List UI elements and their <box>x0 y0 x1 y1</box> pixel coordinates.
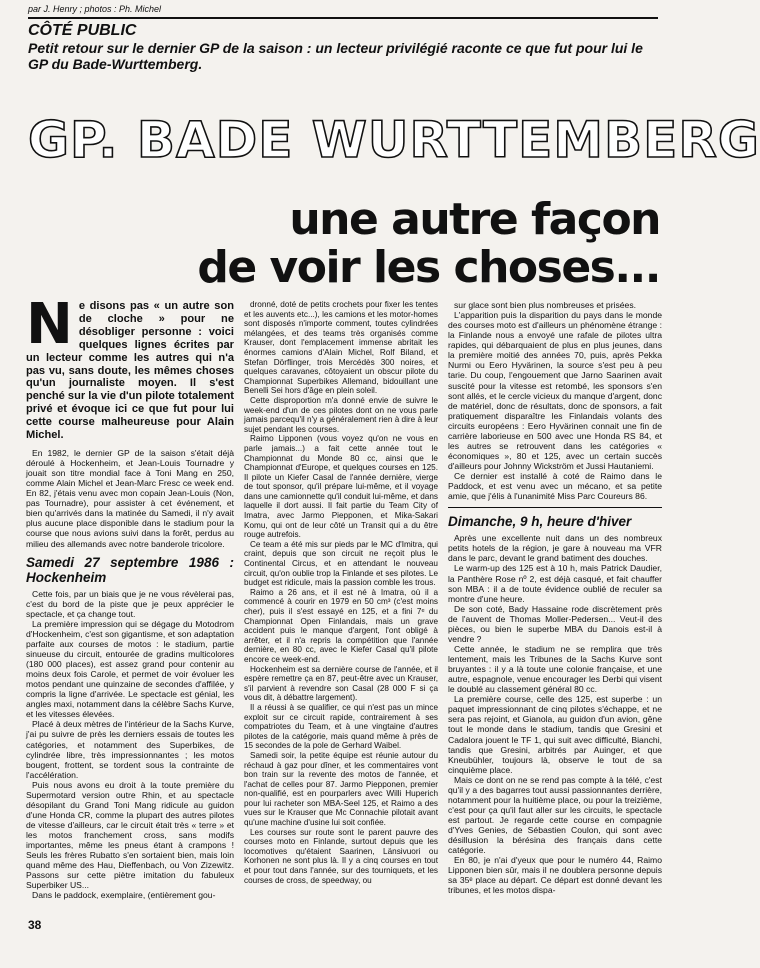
paragraph: Il a réussi à se qualifier, ce qui n'est pas un mince exploit sur ce circuit rapide, contrairement à ses compatriotes du Team, et à une vingtaine d'autres pilotes de la catégorie, mais quand même à près de 15 secondes de la pole de Gerhard Waibel. <box>244 702 438 751</box>
paragraph: Puis nous avons eu droit à la toute première du Supermotard version outre Rhin, et au spectacle désopilant du Grand Toni Mang ridicule au guidon d'une Honda CR, comme la plupart des autres pilotes de vitesse d'ailleurs, car le circuit était très « terre » et les motos franchement cross, sans modifs importantes, même les pneus étant à crampons ! Seuls les frères Rubatto s'en sortaient bien, mais loin quand même des Hau, Dieffenbach, ou Von Zizewitz. Passons sur cette piètre imitation du fabuleux Superbiker US... <box>26 779 234 891</box>
paragraph: Dans le paddock, exemplaire, (entièrement gou- <box>32 890 216 901</box>
section-label: CÔTÉ PUBLIC <box>28 22 137 39</box>
paragraph: Ce team a été mis sur pieds par le MC d'Imitra, qui craint, depuis que son circuit ne reçoit plus le Continental Circus, et en attendant le nouveau circuit, qu'on oublie trop la Finlande et ses pilotes. Le budget est ridicule, mais la passion comble les trous. <box>244 539 438 588</box>
paragraph: L'apparition puis la disparition du pays dans le monde des courses moto est d'ailleurs un phénomène étrange : la Finlande nous a envoyé une rafale de pilotes ultra rapides, qui débarquaient de plus en plus jeunes, dans la première moitié des années 70, puis, après Pekka Nurmi ou Eero Hyvärinen, la source s'est peu à peu tarie. Du coup, l'engouement que Jarno Saarinen avait suscité pour la vitesse est retombé, les sponsors s'en sont allés, et le cercle vicieux du manque d'argent, donc de matériel, donc de résultats, donc de sponsors, a fait pratiquement disparaître les Finlandais volants des circuits européens : Eero Hyvärinen connait une fin de carrière laborieuse en 500 avec une Honda RS 84, et les autres se retrouvent dans les catégories « économiques », 80 et 125, avec un certain succès d'ailleurs pour Johnny Wickström et Jussi Hautaniemi. <box>448 310 662 471</box>
subtitle-line-2: de voir les choses... <box>197 242 660 293</box>
page-number: 38 <box>28 918 42 932</box>
paragraph: De son coté, Bady Hassaine rode discrètement près de l'auvent de Thomas Moller-Pedersen... Veut-il des pièces, ou bien le superbe MBA du Danois est-il à vendre ? <box>448 603 662 644</box>
column-1 <box>26 292 234 901</box>
paragraph: Cette année, le stadium ne se remplira que très lentement, mais les Tribunes de la Sachs Kurve sont bruyantes : il y a là toute une colonie française, et une autre, espagnole, venue encourager les Derbi qui visent le doublé au classement général 80 cc. <box>448 643 662 695</box>
paragraph: En 1982, le dernier GP de la saison s'était déjà déroulé à Hockenheim, et Jean-Louis Tournadre y jouait son titre mondial face à Toni Mang en 250, comme Alain Michel et Jean-Marc Fresc ce week end. En 82, j'étais venu avec mon copain Jean-Louis (Non, pas Tournadre), pour assister à cet événement, et bien qu'arrivés dans la matinée du Samedi, il n'y avait plus aucune place disponible dans le stadium pour la course que nous avions suivi dans la forêt, perdus au milieu des allemands avec notre banderole tricolore. <box>26 447 234 549</box>
paragraph: Raimo Lipponen (vous voyez qu'on ne vous en parle jamais...) a fait cette année tout le Championnat du Monde 80 cc, ainsi que le Championnat d'Europe, et quelques courses en 125. Il pilote un Kiefer Casal de l'année dernière, vierge de tout sponsor, qu'il prépare lui-même, et il voyage dans une camionnette qu'il conduit lui-même, et dans laquelle il dort aussi. Il fait partie du Team City of Imatra, avec Jarmo Piepponen, et Mika-Sakari Komu, qui ont de leur côté un Transit qui a du être rouge autrefois. <box>244 434 438 540</box>
paragraph: Raimo a 26 ans, et il est né à Imatra, où il a commencé à courir en 1979 en 50 cm³ (c'est moins cher), puis il s'est essayé en 125, et a fini 7ᵉ du Championnat Open Finlandais, mais un grave accident puis le manque d'argent, l'ont obligé à arrêter, et il n'a repris la compétition que l'année dernière, en 80 cc, avec le Kiefer Casal qu'il pilote encore ce week-end. <box>244 587 438 664</box>
heading-rule <box>448 507 662 508</box>
paragraph: La première impression qui se dégage du Motodrom d'Hockenheim, c'est son gigantisme, et son adaptation parfaite aux courses de motos : le stadium, partie sinueuse du circuit, entourée de gradins multicolores (180 000 places), est assez grand pour contenir au moins deux fois Carole, et permet de voir évoluer les motos pendant une quinzaine de secondes d'affilée, y compris la ligne d'arrivée. Le spectacle est génial, les angles maxi, notamment dans la célèbre Sachs Kurve, et les vitesses élevées. <box>26 618 234 720</box>
paragraph: Ce dernier est installé à coté de Raimo dans le Paddock, et est venu avec un mécano, et sa petite amie, que j'élis à l'unanimité Miss Parc Coureurs 86. <box>448 471 662 502</box>
lead-text: e disons pas « un autre son de cloche » pour ne désobliger personne : voici quelques lignes écrites par un lecteur comme les autres qui n'a pas vu, sans doute, les mêmes choses qu'un journaliste moyen. Il s'est penché sur la vie d'un pilote totalement privé et évoque ici ce que fut pour lui cette course malheureuse pour Alain Michel. <box>26 300 234 442</box>
paragraph: Cette fois, par un biais que je ne vous révèlerai pas, c'est du bord de la piste que je peux apprécier le spectacle, et ça change tout. <box>26 588 234 619</box>
paragraph: dronné, doté de petits crochets pour fixer les tentes et les auvents etc...), les camions et les motor-homes sont disposés n'importe comment, toutes cylindrées mélangées, et des teams très organisés comme Krauser, dont l'emplacement immense abritait les énormes camions d'Alain Michel, Rolf Biland, et Stefan Dörflinger, trois Mercédès 300 noires, et quelques caravanes, côtoyaient un obscur pilote du Championnat Superbikes Allemand, bidouillant une Benelli Sei hors d'âge en plein soleil. <box>244 300 438 396</box>
credits-line: par J. Henry ; photos : Ph. Michel <box>28 4 162 14</box>
paragraph: Mais ce dont on ne se rend pas compte à la télé, c'est qu'il y a des bagarres tout aussi passionnantes derrière, notamment pour la huitième place, ou pour la treizième, c'est pour ça qu'il faut aller sur les circuits, le spectacle est partout. Je regarde cette course en compagnie d'Yves Genies, de Sébastien Coulon, qui sont avec désillusion la bérésina des français dans cette catégorie. <box>448 774 662 856</box>
subtitle-line-1: une autre façon <box>289 194 660 245</box>
paragraph: Hockenheim est sa dernière course de l'année, et il espère remettre ça en 87, peut-être avec un Krauser, s'il parvient à revendre son Casal (28 000 F si ça vous dit, à débattre largement). <box>244 664 438 703</box>
lead-paragraph <box>26 292 234 442</box>
section-heading: Dimanche, 9 h, heure d'hiver <box>448 514 632 530</box>
paragraph: Après une excellente nuit dans un des nombreux petits hotels de la région, je gare à nouveau ma VFR dans le parc, devant le grand batiment des douches. <box>448 533 662 564</box>
section-heading: Samedi 27 septembre 1986 : Hockenheim <box>26 554 234 585</box>
paragraph: La première course, celle des 125, est superbe : un paquet impressionnant de cinq pilotes s'échappe, et ne sera pas rejoint, et Gianola, au guidon d'un avion, gêne tout le monde dans le stadium, tandis que Gresini et Cadalora jouent le TF 1, qui suit avec difficulté, Bianchi, tandis que Gresini, arbitrés par Auinger, et que Kneubühler, toujours là, observe le tout de sa cinquième place. <box>448 694 662 775</box>
paragraph: En 80, je n'ai d'yeux que pour le numéro 44, Raimo Lipponen bien sûr, mais il ne doublera personne depuis sa 35ᵉ place au départ. Ce départ est donné devant les tribunes, et les motos dispa- <box>448 855 662 896</box>
paragraph: Cette disproportion m'a donné envie de suivre le week-end d'un de ces pilotes dont on ne vous parle jamais parcequ'il n'y a généralement rien à dire à leur sujet pendant les courses. <box>244 395 438 434</box>
paragraph: Samedi soir, la petite équipe est réunie autour du réchaud à gaz pour dîner, et les commentaires vont bon train sur la revente des motos de l'année, et l'achat de celles pour 87. Jarmo Piepponen, premier non-qualifié, est en pourparlers avec Willi Huperich pour lui racheter son MBA-Seel 125, et Raimo a des vues sur le Krauser que Mc Connachie pilotait avant qu'une machine d'usine lui soit confiée. <box>244 750 438 828</box>
paragraph: sur glace sont bien plus nombreuses et prisées. <box>454 300 637 310</box>
drop-cap: N <box>26 292 73 357</box>
article-title: GP. BADE WURTTEMBERG <box>28 111 760 169</box>
paragraph: Le warm-up des 125 est à 10 h, mais Patrick Daudier, la Panthère Rose nº 2, est déjà casqué, et fait chauffer son MBA : il a de toute évidence oublié de reculer sa montre d'une heure. <box>448 563 662 604</box>
column-2 <box>244 300 438 885</box>
article-subtitle <box>140 196 660 292</box>
header-rule <box>28 17 658 19</box>
intro-deck: Petit retour sur le dernier GP de la saison : un lecteur privilégié raconte ce que fut pour lui le GP du Bade-Wurttemberg. <box>28 40 643 72</box>
paragraph: Placé à deux mètres de l'intérieur de la Sachs Kurve, j'ai pu suivre de près les derniers essais de toutes les catégories, et notamment des Superbikes, de cylindrée libre, très impressionnantes ; les motos bougent, frottent, se tordent sous la contrainte de l'accélération. <box>26 719 234 780</box>
column-3 <box>448 300 662 896</box>
paragraph: Les courses sur route sont le parent pauvre des courses moto en Finlande, surtout depuis que les locomotives qu'étaient Saarinen, Länsivuori ou Korhonen ne sont plus là. Il y a cinq courses en tout et pour tout dans l'année, sur des tourniquets, et les courses de cross, de speedway, ou <box>244 827 438 885</box>
